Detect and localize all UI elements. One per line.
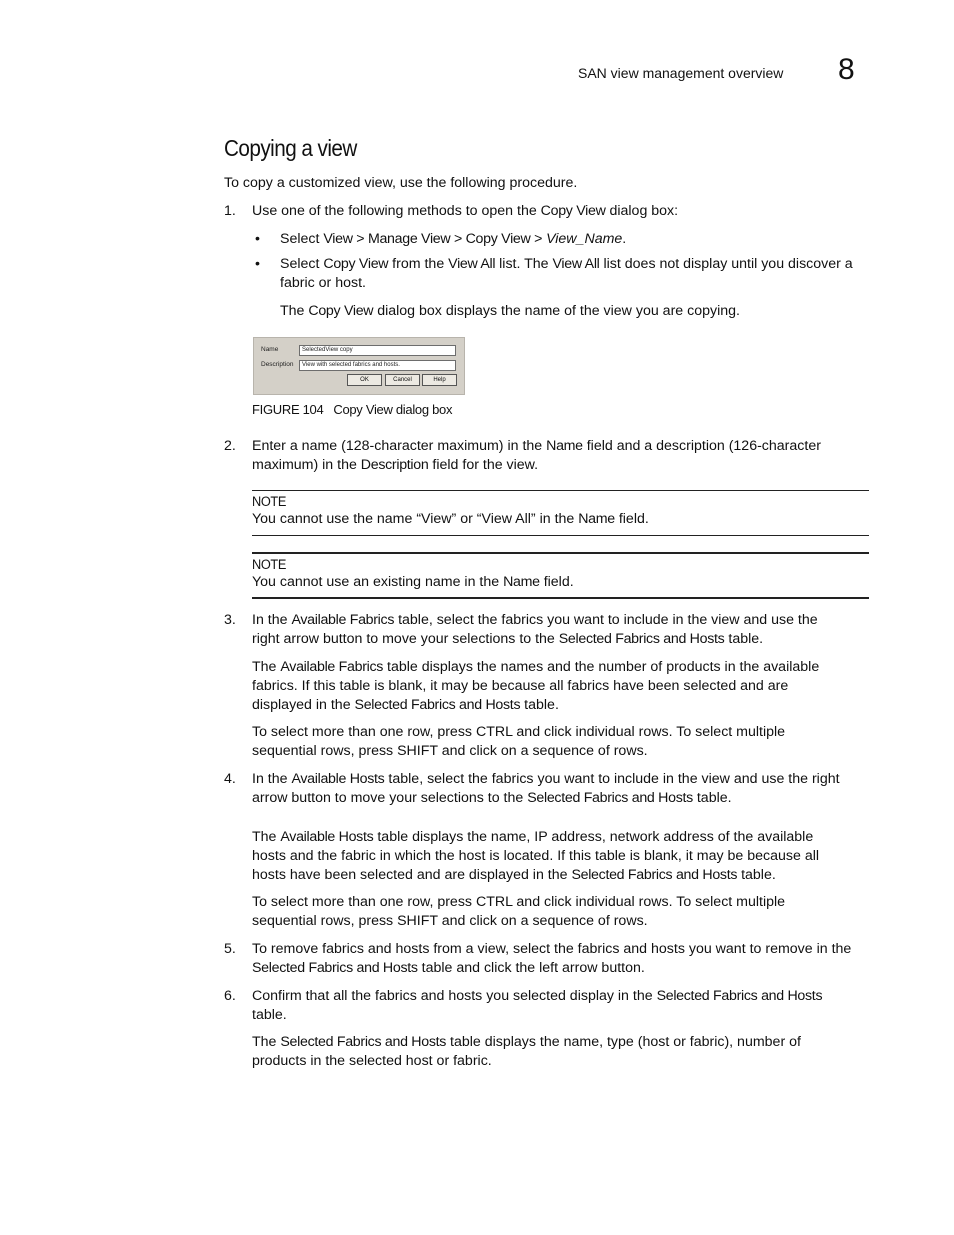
- text: field.: [614, 511, 649, 527]
- note-2-bottom-rule: [252, 597, 869, 599]
- step-4-p2-line-3: [252, 866, 870, 885]
- step-6-p2-line-2: products in the selected host or fabric.: [252, 1053, 492, 1069]
- step-4-p2-line-1: [252, 828, 870, 847]
- text: maximum) in the: [252, 457, 361, 473]
- step-3-number: 3.: [224, 612, 236, 628]
- help-button[interactable]: Help: [422, 374, 457, 386]
- text: dialog box displays the name of the view you are copying.: [373, 303, 740, 319]
- step-4-paragraph-2: [252, 828, 870, 885]
- ui-term: Available Fabrics: [280, 659, 384, 675]
- text: dialog box:: [605, 203, 679, 219]
- step-5-number: 5.: [224, 941, 236, 957]
- text: hosts have been selected and are displayed in the: [252, 867, 572, 883]
- text: table, select the fabrics you want to include in the view and use the right: [384, 771, 840, 787]
- step-3-p3-line-1: To select more than one row, press CTRL and click individual rows. To select multiple: [252, 724, 786, 740]
- step-6-number: 6.: [224, 988, 236, 1004]
- ok-button[interactable]: OK: [347, 374, 382, 386]
- bullet-2-line-2: fabric or host.: [280, 275, 366, 291]
- ui-term: Available Hosts: [280, 829, 374, 845]
- text: from the: [388, 256, 449, 272]
- ui-term: Selected Fabrics and Hosts: [280, 1034, 447, 1050]
- text: table.: [737, 867, 776, 883]
- step-4-p3-line-1: To select more than one row, press CTRL and click individual rows. To select multiple: [252, 894, 786, 910]
- figure-caption-text: Copy View dialog box: [333, 402, 453, 417]
- step-5-line-2: [252, 959, 870, 978]
- ui-term: Name: [546, 438, 583, 454]
- text: field for the view.: [428, 457, 539, 473]
- bullet-1-text: [280, 230, 870, 249]
- ui-term: Selected Fabrics and Hosts: [252, 960, 418, 976]
- note-2-heading: NOTE: [252, 557, 287, 573]
- text: list. The: [495, 256, 553, 272]
- step-6-paragraph-2: [252, 1033, 870, 1071]
- step-4-line-1: [252, 770, 870, 789]
- step-3-paragraph-2: [252, 658, 870, 715]
- step-4-text: [252, 770, 870, 808]
- bullet-icon: •: [255, 256, 260, 272]
- ui-term: Description: [360, 457, 429, 473]
- text: .: [622, 231, 627, 247]
- step-3-text: [252, 611, 870, 649]
- text: In the: [252, 771, 292, 787]
- text: Select: [280, 256, 324, 272]
- step-5-line-1: To remove fabrics and hosts from a view, select the fabrics and hosts you want to remove in the: [252, 941, 852, 957]
- ui-term: Available Hosts: [291, 771, 385, 787]
- running-header-section: SAN view management overview: [578, 65, 784, 81]
- text: You cannot use the name “View” or “View All” in the: [252, 511, 579, 527]
- step-3-p3-line-2: sequential rows, press SHIFT and click on a sequence of rows.: [252, 743, 648, 759]
- ui-term: Selected Fabrics and Hosts: [656, 988, 823, 1004]
- note-1-bottom-rule: [252, 535, 869, 536]
- text: Use one of the following methods to open the: [252, 203, 541, 219]
- step-4-p2-line-2: hosts and the fabric in which the host is located. If this table is blank, it may be because all: [252, 848, 820, 864]
- text: The: [252, 829, 281, 845]
- text: table and click the left arrow button.: [417, 960, 645, 976]
- text: The: [252, 659, 281, 675]
- cancel-button[interactable]: Cancel: [385, 374, 420, 386]
- step-1-number: 1.: [224, 203, 236, 219]
- ui-term: Selected Fabrics and Hosts: [354, 697, 521, 713]
- step-4-paragraph-3: [252, 893, 870, 931]
- step-3-p2-line-1: [252, 658, 870, 677]
- step-3-line-2: [252, 630, 870, 649]
- name-field[interactable]: SelectedView copy: [299, 345, 456, 356]
- step-2-number: 2.: [224, 438, 236, 454]
- ui-term: Selected Fabrics and Hosts: [558, 631, 725, 647]
- step-2-line-1: [252, 437, 870, 456]
- step-6-text: [252, 987, 870, 1025]
- step-6-line-2: table.: [252, 1007, 287, 1023]
- text: right arrow button to move your selections to the: [252, 631, 559, 647]
- text: displayed in the: [252, 697, 355, 713]
- text: table displays the name, type (host or fabric), number of: [446, 1034, 801, 1050]
- bullet-2-line-1: [280, 255, 870, 274]
- ui-term: Selected Fabrics and Hosts: [527, 790, 693, 806]
- text: arrow button to move your selections to the: [252, 790, 528, 806]
- step-3-paragraph-3: [252, 723, 870, 761]
- note-1-top-rule: [252, 490, 869, 491]
- description-label: Description: [261, 361, 294, 368]
- text: Select: [280, 231, 324, 247]
- text: table.: [692, 790, 732, 806]
- note-1-text: [252, 510, 870, 529]
- text: table.: [520, 697, 559, 713]
- step-2-text: [252, 437, 870, 475]
- ui-term: Available Fabrics: [291, 612, 395, 628]
- text: In the: [252, 612, 292, 628]
- ui-term: Copy View: [540, 203, 606, 219]
- text: The: [252, 1034, 281, 1050]
- text: table, select the fabrics you want to include in the view and use the: [394, 612, 818, 628]
- italic-term: View_Name: [546, 231, 623, 247]
- bullet-icon: •: [255, 231, 260, 247]
- ui-term: View > Manage View > Copy View >: [323, 231, 543, 247]
- note-2-top-rule: [252, 552, 869, 554]
- step-4-number: 4.: [224, 771, 236, 787]
- text: table displays the name, IP address, network address of the available: [373, 829, 814, 845]
- step-4-line-2: [252, 789, 870, 808]
- chapter-number: 8: [838, 53, 855, 86]
- step-4-p3-line-2: sequential rows, press SHIFT and click on a sequence of rows.: [252, 913, 648, 929]
- step-1-text: [252, 202, 870, 221]
- text: list does not display until you discover a: [599, 256, 853, 272]
- ui-term: View All: [448, 256, 496, 272]
- step-3-line-1: [252, 611, 870, 630]
- text: You cannot use an existing name in the: [252, 574, 504, 590]
- figure-caption: [252, 400, 452, 419]
- step-3-p2-line-3: [252, 696, 870, 715]
- step-3-p2-line-2: fabrics. If this table is blank, it may be because all fabrics have been selected and are: [252, 678, 789, 694]
- step-2-line-2: [252, 456, 870, 475]
- intro-paragraph: To copy a customized view, use the following procedure.: [224, 175, 578, 191]
- step-6-line-1: [252, 987, 870, 1006]
- figure-label: FIGURE 104: [252, 402, 324, 417]
- text: Enter a name (128-character maximum) in the: [252, 438, 547, 454]
- ui-term: Copy View: [308, 303, 374, 319]
- step-5-text: [252, 940, 870, 978]
- ui-term: View All: [552, 256, 600, 272]
- text: The: [280, 303, 309, 319]
- text: table displays the names and the number of products in the available: [383, 659, 820, 675]
- name-label: Name: [261, 346, 279, 353]
- text: Confirm that all the fabrics and hosts you selected display in the: [252, 988, 657, 1004]
- description-field[interactable]: View with selected fabrics and hosts.: [299, 360, 456, 371]
- copy-view-dialog: [253, 337, 465, 395]
- bullet-2-text: [280, 255, 870, 293]
- ui-term: Copy View: [323, 256, 389, 272]
- text: table.: [724, 631, 764, 647]
- step-6-p2-line-1: [252, 1033, 870, 1052]
- ui-term: Name: [578, 511, 615, 527]
- text: field and a description (126-character: [582, 438, 821, 454]
- ui-term: Name: [503, 574, 540, 590]
- note-1-heading: NOTE: [252, 494, 287, 510]
- page-title: Copying a view: [224, 135, 357, 161]
- note-2-text: [252, 573, 870, 592]
- text: field.: [539, 574, 574, 590]
- ui-term: Selected Fabrics and Hosts: [571, 867, 738, 883]
- step-1-followup: [280, 302, 870, 321]
